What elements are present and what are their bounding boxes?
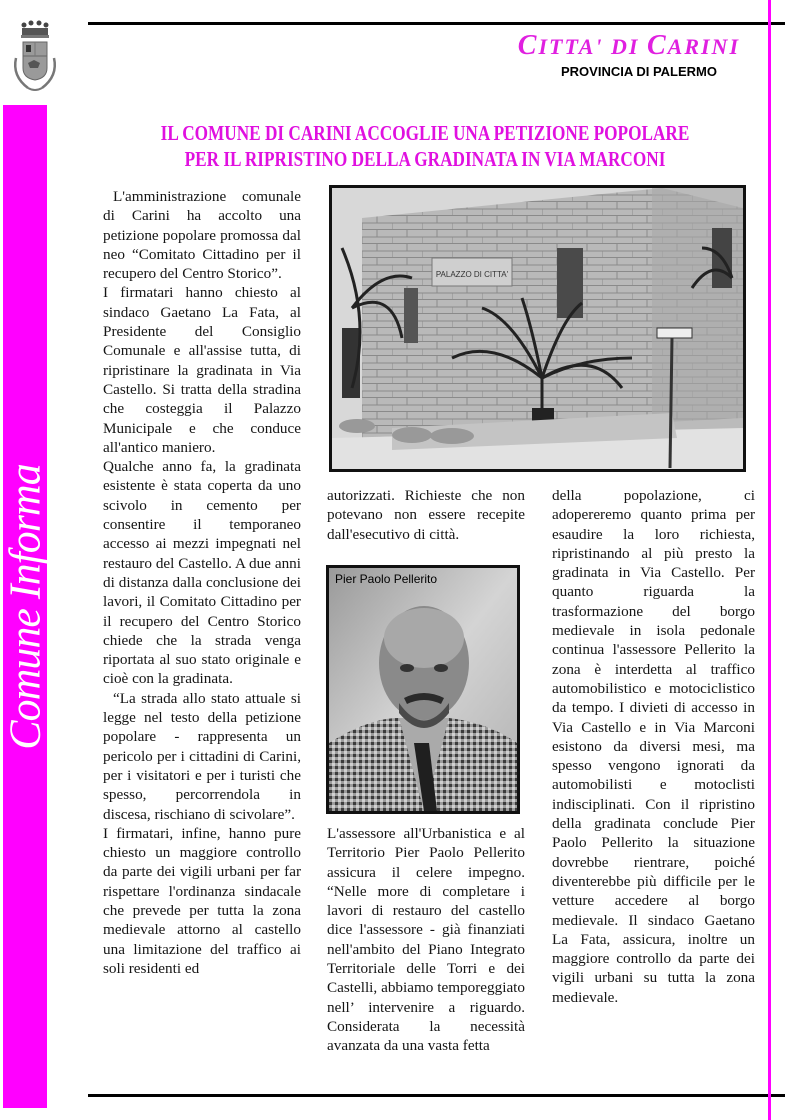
paragraph: I firmatari hanno chiesto al sindaco Gaetano La Fata, al Presidente del Consiglio Comunale e all'assise tutta, di ripristinare la gradinata in Via Castello. Si tratta della stradina che costeggia il Palazzo Municipale e che conduce all'antico maniero. [103,284,301,456]
right-margin-line [768,0,771,1120]
city-title-part-2: ARINI [667,34,740,59]
town-hall-photo-illustration [332,188,743,469]
article-column-3 [552,486,755,1007]
city-title-initial-1: C [517,30,539,61]
town-hall-photo [329,185,746,472]
province-label: PROVINCIA DI PALERMO [560,64,717,79]
sidebar-banner [0,105,50,1108]
article-column-1 [103,187,301,978]
city-title [518,30,740,62]
sidebar-label: Comune Informa [0,463,50,750]
paragraph: L'assessore all'Urbanistica e al Territorio Pier Paolo Pellerito assicura il celere impegno. “Nelle more di completare i lavori di restauro del castello dice l'assessore - già finanziati nell'ambito del Piano Integrato Territoriale delle Torri e dei Castelli, abbiamo temporeggiato nell’ intervenire a riguardo. Considerata la necessità avanzata da una vasta fetta [327,825,525,1055]
city-title-part-1: ITTA' DI [538,34,647,59]
municipal-coat-of-arms-icon [6,18,64,100]
paragraph: I firmatari, infine, hanno pure chiesto un maggiore controllo da parte dei vigili urbani per far rispettare l'ordinanza sindacale che prevede per tutta la zona medievale attorno al castello una limitazione del traffico ai soli residenti ed [103,824,301,977]
paragraph: autorizzati. Richieste che non potevano non essere recepite dall'esecutivo di città. [327,487,525,543]
city-title-initial-2: C [646,30,668,61]
paragraph: L'amministrazione comunale di Carini ha accolto una petizione popolare promossa dal neo “Comitato Cittadino per il recupero del Centro Storico”. [103,188,301,283]
paragraph: Qualche anno fa, la gradinata esistente è stata coperta da uno scivolo in cemento per consentire il temporaneo accesso ai mezzi impegnati nel restauro del Castello. A due anni di distanza dalla conclusione dei lavori, il Comitato Cittadino per il recupero del Centro Storico chiede che la strada venga riportata al suo stato originale e cioè con la gradinata. [103,458,301,688]
article-headline [159,120,692,172]
building-sign: PALAZZO DI CITTA' [435,270,509,279]
bottom-rule [88,1094,785,1097]
paragraph: “La strada allo stato attuale si legge nel testo della petizione popolare - rappresenta un pericolo per i cittadini di Carini, per i visitatori e per i turisti che spesso, percorrendola in discesa, rischiano di scivolare”. [103,689,301,823]
headline-line-2: PER IL RIPRISTINO DELLA GRADINATA IN VIA MARCONI [184,147,666,171]
top-rule [88,22,785,25]
portrait-caption: Pier Paolo Pellerito [335,572,438,586]
portrait-illustration [329,568,517,811]
article-column-2-bottom [327,824,525,1056]
paragraph: della popolazione, ci adopereremo quanto prima per esaudire la loro richiesta, ripristinando al più presto la gradinata in Via Castello. Per quanto riguarda la trasformazione del borgo medievale in isola pedonale continua l'assessore Pellerito la zona è interdetta al traffico automobilistico e motociclistico da tempo. I divieti di accesso in Via Castello e in Via Marconi esistono da diversi mesi, ma spesso vengono ignorati da automobilisti e motoclisti indisciplinati. Con il ripristino della gradinata conclude Pier Paolo Pellerito la situazione dovrebbe rientrare, poiché diventerebbe più difficile per le vetture accedere al borgo medievale. Il sindaco Gaetano La Fata, assicura, inoltre un maggiore controllo da parte dei vigili urbani su tutta la zona medievale. [552,487,755,1006]
headline-line-1: IL COMUNE DI CARINI ACCOGLIE UNA PETIZIONE POPOLARE [160,121,690,145]
portrait-photo [326,565,520,814]
article-column-2-top [327,486,525,544]
